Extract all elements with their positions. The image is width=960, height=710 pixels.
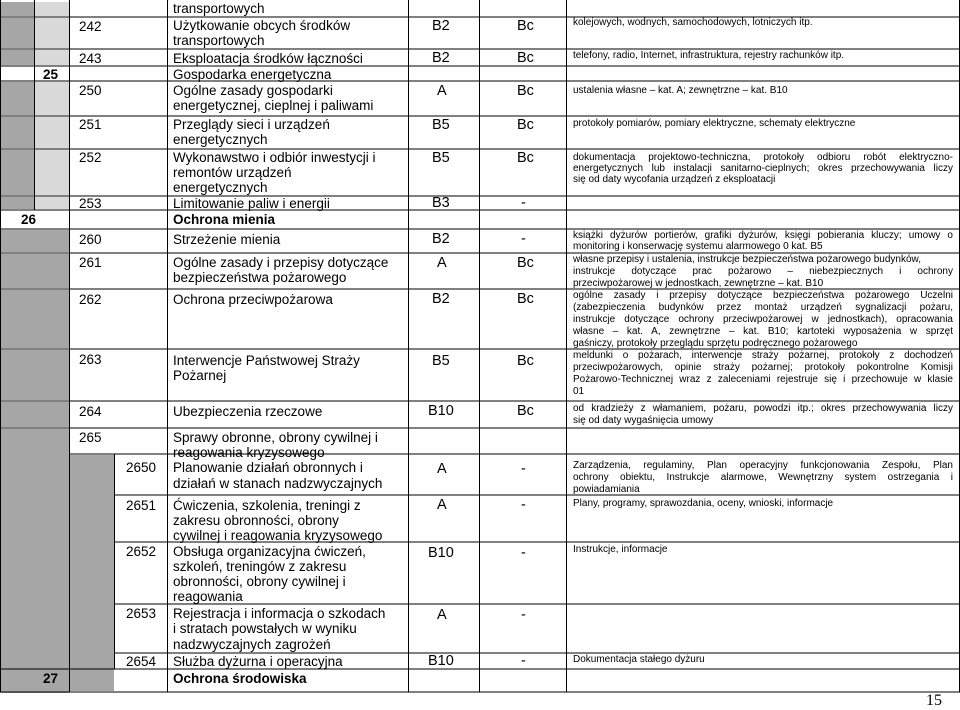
group-title: Ochrona środowiska	[173, 671, 307, 686]
row-title: Ochrona przeciwpożarowa	[173, 292, 333, 307]
row-symbol: 2650	[126, 460, 157, 475]
gray-cell	[1, 18, 34, 48]
row-category: B10	[428, 653, 454, 669]
row-title: zakresu obronności, obrony	[173, 513, 339, 528]
row-title: energetycznych	[173, 180, 268, 195]
row-symbol: 264	[79, 404, 102, 419]
group-symbol: 25	[43, 67, 59, 82]
row-symbol: 253	[79, 196, 102, 211]
row-description: powiadamiania	[573, 484, 640, 495]
row-description: Dokumentacja stałego dyżuru	[573, 654, 705, 665]
row-title: Rejestracja i informacja o szkodach	[173, 606, 386, 621]
row-title: remontów urządzeń	[173, 165, 292, 180]
gray-cell	[1, 117, 34, 148]
row-category-2: Bc	[517, 150, 534, 166]
light-cell	[35, 150, 69, 195]
gray-cell	[1, 197, 34, 209]
gray-cell	[70, 455, 114, 691]
row-category: A	[437, 255, 447, 271]
gray-cell	[1, 429, 69, 693]
row-category-2: Bc	[517, 83, 534, 99]
row-description: gaśniczy, protokoły przeglądu sprzętu podręcznego pożarowego	[573, 338, 858, 349]
row-category-2: Bc	[517, 403, 534, 419]
row-category-2: -	[521, 461, 526, 477]
row-category-2: Bc	[517, 117, 534, 133]
row-category: A	[437, 83, 447, 99]
row-description: Zarządzenia, regulaminy, Plan operacyjny funkcjonowania Zespołu, Plan	[573, 460, 953, 471]
row-description: od kradzieży z włamaniem, pożaru, powodzi itp.; okres przechowywania liczy	[573, 403, 953, 414]
group-symbol: 27	[43, 671, 59, 686]
row-category: B2	[432, 50, 450, 66]
row-title: reagowania	[173, 589, 243, 604]
row-category: B5	[432, 353, 450, 369]
row-category: A	[437, 497, 447, 513]
row-description: Instrukcje, informacje	[573, 544, 668, 555]
row-symbol: 260	[79, 232, 102, 247]
row-title: reagowania kryzysowego	[173, 445, 325, 460]
row-title: działań w stanach nadzwyczajnych	[173, 476, 383, 491]
row-symbol: 250	[79, 83, 102, 98]
light-cell	[35, 117, 69, 148]
row-description: przeciwpożarowej w jednostkach, zewnętrzne – kat. B10	[573, 278, 824, 289]
row-title: szkoleń, treningów z zakresu	[173, 559, 347, 574]
row-description: energetycznych lub instalacji sanitarno-cieplnych; okres przechowywania liczy	[573, 163, 953, 174]
row-category-2: -	[521, 497, 526, 513]
row-symbol: 262	[79, 292, 102, 307]
light-cell	[35, 197, 69, 209]
row-description: kolejowych, wodnych, samochodowych, lotniczych itp.	[573, 17, 813, 28]
row-title: Obsługa organizacyjna ćwiczeń,	[173, 544, 366, 559]
light-cell	[35, 82, 69, 115]
row-description: książki dyżurów portierów, grafiki dyżurów, księgi pobierania kluczy; umowy o	[573, 230, 953, 241]
row-description: meldunki o pożarach, interwencje straży pożarnej, protokoły z dochodzeń	[573, 350, 953, 361]
row-title: Ogólne zasady i przepisy dotyczące	[173, 255, 389, 270]
page-number: 15	[926, 692, 942, 709]
row-category: A	[437, 607, 447, 623]
row-symbol: 251	[79, 117, 102, 132]
row-title: Sprawy obronne, obrony cywilnej i	[173, 430, 378, 445]
row-title: energetycznej, cieplnej i paliwami	[173, 98, 374, 113]
row-category-2: -	[521, 195, 526, 211]
row-category-2: -	[521, 545, 526, 561]
row-category-2: Bc	[517, 291, 534, 307]
row-description: ochrony obiektu, Instrukcje alarmowe, Wewnętrzny system ostrzegania i	[573, 472, 953, 483]
row-symbol: 2651	[126, 498, 157, 513]
row-symbol: 261	[79, 255, 102, 270]
row-title: i stratach powstałych w wyniku	[173, 621, 357, 636]
light-cell	[35, 18, 69, 48]
row-category: A	[437, 461, 447, 477]
row-description: się od daty wygaśnięcia umowy	[573, 415, 714, 426]
row-symbol: 265	[79, 430, 102, 445]
row-title: Strzeżenie mienia	[173, 232, 281, 247]
row-title: Eksploatacja środków łączności	[173, 51, 363, 66]
row-category: B2	[432, 291, 450, 307]
row-category: B2	[432, 18, 450, 34]
row-category-2: Bc	[517, 18, 534, 34]
row-description: Pożarowo-Technicznej wraz z zaleceniami rejestruje się i przechowuje w klasie	[573, 374, 953, 385]
row-description: protokoły pomiarów, pomiary elektryczne, schematy elektryczne	[573, 118, 856, 129]
row-symbol: 243	[79, 51, 102, 66]
row-title: Ubezpieczenia rzeczowe	[173, 404, 323, 419]
row-title: cywilnej i reagowania kryzysowego	[173, 528, 383, 543]
row-title: Pożarnej	[173, 368, 227, 383]
row-title: bezpieczeństwa pożarowego	[173, 270, 347, 285]
row-description: instrukcje dotyczące ochrony przeciwpożarowej w jednostkach), opracowania	[573, 314, 953, 325]
row-category-2: -	[521, 231, 526, 247]
row-title: Przeglądy sieci i urządzeń	[173, 117, 330, 132]
row-title: nadzwyczajnych zagrożeń	[173, 637, 331, 652]
row-description: monitoring i konserwację systemu alarmowego 0 kat. B5	[573, 241, 823, 252]
row-symbol: 2653	[126, 606, 157, 621]
row-category-2: -	[521, 653, 526, 669]
row-description: dokumentacja projektowo-techniczna, protokoły odbioru robót elektryczno-	[573, 152, 953, 163]
gray-cell	[1, 290, 69, 348]
row-symbol: 252	[79, 150, 102, 165]
row-title: Ćwiczenia, szkolenia, treningi z	[173, 498, 361, 513]
row-category-2: Bc	[517, 353, 534, 369]
row-title: Użytkowanie obcych środków	[173, 18, 351, 33]
gray-cell	[1, 82, 34, 115]
row-description: 01	[573, 386, 585, 397]
row-description: przeciwpożarowych, opinie straży pożarnej; protokoły pokontrolne Komisji	[573, 362, 953, 373]
row-description: ogólne zasady i przepisy dotyczące bezpieczeństwa pożarowego Uczelni	[573, 290, 953, 301]
row-title: Ogólne zasady gospodarki	[173, 83, 333, 98]
gray-cell	[1, 402, 69, 427]
light-cell	[35, 50, 69, 65]
row-description: telefony, radio, Internet, infrastruktura, rejestry rachunków itp.	[573, 50, 845, 61]
gray-cell	[1, 50, 34, 65]
light-cell	[35, 2, 69, 16]
row-title: Służba dyżurna i operacyjna	[173, 654, 343, 669]
row-symbol: 2652	[126, 544, 157, 559]
row-symbol: 2654	[126, 654, 157, 669]
gray-cell	[1, 230, 69, 252]
row-title: transportowych	[173, 33, 265, 48]
row-category: B2	[432, 231, 450, 247]
row-category: B10	[428, 545, 454, 561]
row-title: transportowych	[173, 1, 265, 16]
row-description: ustalenia własne – kat. A; zewnętrzne – kat. B10	[573, 85, 788, 96]
row-category-2: -	[521, 607, 526, 623]
row-description: własne przepisy i ustalenia, instrukcje bezpieczeństwa pożarowego budynków,	[573, 254, 921, 265]
row-symbol: 242	[79, 19, 102, 34]
row-description: (zabezpieczenia budynków przez montaż urządzeń sygnalizacji pożaru,	[573, 302, 953, 313]
row-category: B5	[432, 150, 450, 166]
row-description: Plany, programy, sprawozdania, oceny, wnioski, informacje	[573, 498, 834, 509]
row-symbol: 263	[79, 352, 102, 367]
group-title: Ochrona mienia	[173, 212, 276, 227]
gray-cell	[1, 350, 69, 400]
gray-cell	[1, 2, 34, 16]
row-category: B3	[432, 195, 450, 211]
light-margin-cells	[35, 2, 69, 209]
row-title: Limitowanie paliw i energii	[173, 196, 330, 211]
row-category: B5	[432, 117, 450, 133]
group-title: Gospodarka energetyczna	[173, 67, 332, 82]
row-description: się od daty wycofania urządzeń z eksploatacji	[573, 174, 776, 185]
row-category: B10	[428, 403, 454, 419]
row-title: Wykonawstwo i odbiór inwestycji i	[173, 150, 376, 165]
row-title: Planowanie działań obronnych i	[173, 460, 363, 475]
group-symbol: 26	[21, 212, 37, 227]
row-title: obronności, obrony cywilnej i	[173, 574, 346, 589]
gray-cell	[1, 254, 69, 288]
row-category-2: Bc	[517, 50, 534, 66]
row-title: Interwencje Państwowej Straży	[173, 353, 360, 368]
gray-cell	[1, 150, 34, 195]
row-description: instrukcje dotyczące prac pożarowo – niebezpiecznych i ochrony	[573, 266, 953, 277]
row-description: własne – kat. A, zewnętrzne – kat. B10; kartoteki wyposażenia w sprzęt	[573, 326, 953, 337]
row-title: energetycznych	[173, 132, 268, 147]
row-category-2: Bc	[517, 255, 534, 271]
